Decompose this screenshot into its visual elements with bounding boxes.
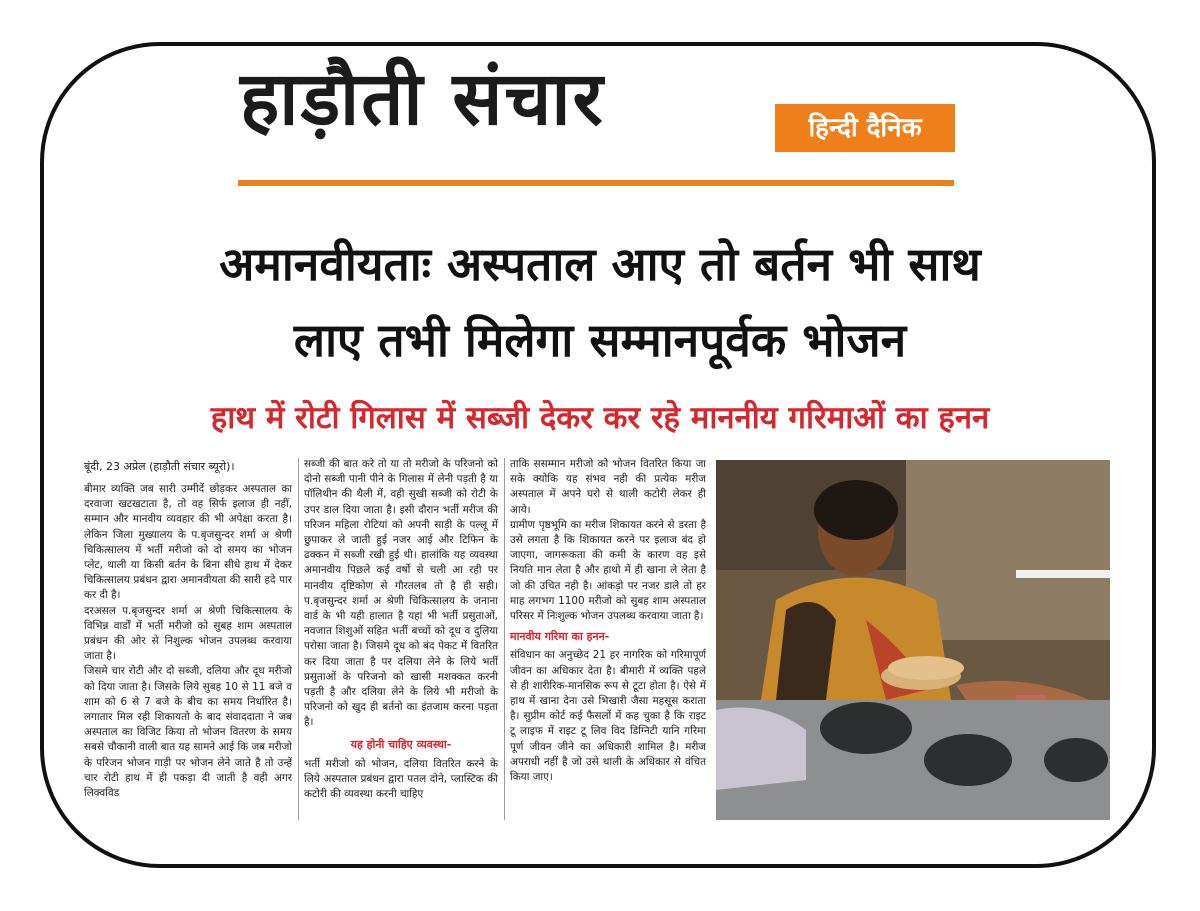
paragraph: सब्जी की बात करे तो या तो मरीजो के परिजनो को दोनो सब्जी पानी पीने के गिलास में लेनी पड़ती है या पॉलिथीन की थैली में, वही सुखी सब्जी को रोटी के उपर डाल दिया जाता है। इसी दौरान भर्ती मरीज की परिजन महिला रोटियां को अपनी साड़ी के पल्लू में छुपाकर ले जाती हुई नजर आई और टिफिन के ढक्कन में सब्जी रखी हुई थी। हालांकि यह व्यवस्था अमानवीय पिछले कई वर्षो से चली आ रही पर मानवीय दृष्टिकोण से गौरतलब तो है ही सही। प.बृजसुन्दर शर्मा अ श्रेणी चिकित्सालय के जनाना वार्ड के भी यही हालात है यहां भी भर्ती प्रसुताओं, नवजात शिशुओं सहित भर्ती बच्चों को दूध व दुलिया परोसा जाता है। जिसमे दूध को बंद पेकट में वितरित कर दिया जाता है पर दलिया लेने के लिये भर्ती प्रसुताओं के परिजनो को खासी मशक्कत करनी पड़ती है और दलिया लेने के लिये भी मरीजो के परिजनो को खुद ही बर्तनो का इंतजाम करना पड़ता है। xyxy=(304,458,498,729)
paragraph: संविधान का अनुच्छेद 21 हर नागरिक को गरिमापूर्ण जीवन का अधिकार देता है। बीमारी में व्यक्ति पहले से ही शारीरिक-मानसिक रूप से टूटा होता है। ऐसे में हाथ में खाना देना उसे भिखारी जैसा महसूस कराता है। सुप्रीम कोर्ट कई फैसलों में कह चुका है कि राइट टू लाइफ में राइट टू लिव विद डिग्निटी यानि गरिमा पूर्ण जीवन जीने का अधिकारी शामिल है। मरीज अपराधी नहीं है जो उसे थाली के अधिकार से वंचित किया जाए। xyxy=(510,649,706,784)
column-divider xyxy=(298,458,299,820)
news-photo-illustration xyxy=(716,460,1110,820)
newspaper-masthead: हाड़ौती संचार xyxy=(240,56,605,142)
paragraph: भर्ती मरीजो को भोजन, दलिया वितरित करने के लिये अस्पताल प्रबंधन द्वारा पतल दोने, प्लास्टिक की कटोरी की व्यवस्था करनी चाहिए xyxy=(304,757,498,801)
section-subhead: मानवीय गरिमा का हनन- xyxy=(510,630,610,644)
hindi-daily-badge: हिन्दी दैनिक xyxy=(775,104,955,152)
paragraph: ताकि ससम्मान मरीजो को भोजन वितरित किया जा सके क्योकि यह संभव नही की प्रत्येक मरीज अस्पताल में अपने घरो से थाली कटोरी लेकर ही आये। xyxy=(510,458,706,516)
article-column-1 xyxy=(84,482,292,801)
masthead-rule xyxy=(238,180,954,186)
paragraph: जिसमे चार रोटी और दो सब्जी, दलिया और दूध मरीजो को दिया जाता है। जिसके लिये सुबह 10 से 11 बजे व शाम को 6 से 7 बजे के बीच का समय निर्धारित है। लगातार मिल रही शिकायतो के बाद संवाददाता ने जब अस्पताल का विजिट किया तो भोजन वितरण के समय सबसे चौकानी वाली बात यह सामने आई कि जब मरीजो के परिजन भोजन गाड़ी पर भोजन लेने जाते है तो उन्हें चार रोटी हाथ में ही पकड़ा दी जाती है वही अगर लिक्वविड xyxy=(84,665,292,800)
headline-line-1: अमानवीयताः अस्पताल आए तो बर्तन भी साथ xyxy=(219,237,981,291)
paragraph: दरअसल प.बृजसुन्दर शर्मा अ श्रेणी चिकित्सालय के विभिन्न वार्डों में भर्ती मरीजो को सुबह शाम अस्पताल प्रबंधन की ओर से निशुल्क भोजन उपलब्ध करवाया जाता है। xyxy=(84,604,292,663)
paragraph: ग्रामीण पृष्ठभूमि का मरीज शिकायत करने से डरता है उसे लगता है कि शिकायत करने पर इलाज बंद हो जाएगा, जागरूकता की कमी के कारण वह इसे नियति मान लेता है और हाथो में ही खाना ले लेता है जो की उचित नही है। आंकड़ो पर नजर डाले तो हर माह लगभग 1100 मरीजो को सुबह शाम अस्पताल परिसर में निःशुल्क भोजन उपलब्ध करवाया जाता है। xyxy=(510,518,706,623)
dateline: बूंदी, 23 अप्रेल (हाड़ौती संचार ब्यूरो)। xyxy=(84,460,235,473)
column-divider xyxy=(504,458,505,820)
paragraph: बीमार व्यक्ति जब सारी उम्मीदें छोड़कर अस्पताल का दरवाजा खटखटाता है, तो वह सिर्फ इलाज ही नहीं, सम्मान और मानवीय व्यवहार की भी अपेक्षा करता है। लेकिन जिला मुख्यालय के प.बृजसुन्दर शर्मा अ श्रेणी चिकित्सालय में भर्ती मरीजो को दो समय का भोजन प्लेट, थाली या किसी बर्तन के बिना सीधे हाथ में देकर चिकित्सालय प्रबंधन द्वारा अमानवीयता की सारी हदे पार कर दी है। xyxy=(84,483,292,602)
article-subheadline: हाथ में रोटी गिलास में सब्जी देकर कर रहे माननीय गरिमाओं का हनन xyxy=(210,400,990,436)
news-photo xyxy=(716,460,1110,820)
section-subhead: यह होनी चाहिए व्यवस्था- xyxy=(350,737,452,751)
headline-line-2: लाए तभी मिलेगा सम्मानपूर्वक भोजन xyxy=(293,313,907,367)
article-column-3 xyxy=(510,457,706,785)
article-headline xyxy=(70,226,1130,378)
article-column-2 xyxy=(304,457,498,802)
